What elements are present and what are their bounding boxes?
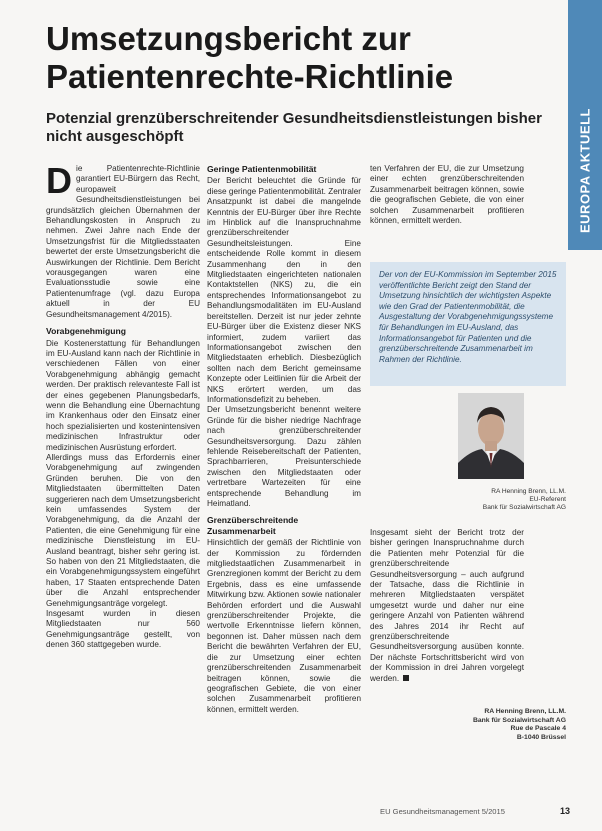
body-paragraph: Der Bericht beleuchtet die Gründe für diese geringe Patientenmobilität. Zentraler Ansatzpunkt ist dabei die mangelnde Kenntnis der EU-Bürger über ihre Rechte im Hinblick auf die Inanspruchnahme grenzüberschreitender Gesundheitsleistungen. Eine entscheidende Rolle kommt in diesem Zusammenhang den in den Mitgliedstaaten eingerichteten nationalen Kontaktstellen (NKS) zu, die ein entsprechendes Informationsangebot zu Behandlungsmodalitäten im EU-Ausland bereitstellen. Derzeit ist nur jeder zehnte EU-Bürger über die Existenz dieser NKS informiert, zudem variiert das Informationsangebot zwischen den Mitgliedstaaten erheblich. Diesbezüglich sollten nach dem Bericht gemeinsame Konzepte oder Leitlinien für die Arbeit der NKS erörtert werden, um das Informationsdefizit zu beheben. [207,176,361,404]
section-heading: Vorabgenehmigung [46,326,127,337]
signature-name: RA Henning Brenn, LL.M. [484,708,566,715]
body-paragraph: Die Kostenerstattung für Behandlungen im EU-Ausland kann nach der Richtlinie in verschiedenen Fällen von einer Vorabgenehmigung abhängig gemacht werden. Der praktisch relevanteste Fall ist der eines gegebenen Planungsbedarfs, wenn die Behandlung eine Übernachtung im Krankenhaus oder den Einsatz einer hoch spezialisierten und kostenintensiven medizinischen Infrastruktur oder medizinischen Ausrüstung erfordert. [46,338,200,452]
article-title: Umsetzungsbericht zur Patientenrechte-Richtlinie [46,20,454,95]
author-caption [400,488,566,513]
author-org: Bank für Sozialwirtschaft AG [482,504,566,512]
signature-office: Rue de Pascale 4 [510,725,566,733]
article-column-1 [46,164,200,789]
body-paragraph: Insgesamt wurden in diesen Mitgliedstaaten nur 560 Genehmigungsanträge gestellt, von denen 360 stattgegeben wurde. [46,609,200,650]
signature-org: Bank für Sozialwirtschaft AG [472,716,566,724]
article-column-3-top [370,164,524,254]
body-paragraph: Hinsichtlich der gemäß der Richtlinie von der Kommission zu fördernden mitgliedstaatlichen Zusammenarbeit in Grenzregionen kommt der Bericht zu dem Ergebnis, dass es eine umfassende Mitwirkung bzw. Aktionen sowie nationaler Behörden erfordert und die Auswahl grenzüberschreitender Projekte, die wertvolle Erkenntnisse liefern können, begonnen ist. Daher müssen nach dem Bericht die bewährten Verfahren der EU, die zur Umsetzung einer echten grenzüberschreitenden Zusammenarbeit beitragen können, sowie die geografischen Gebiete, die von einer solchen Zusammenarbeit profitieren können, ermittelt werden. [207,538,361,714]
article-column-3-bottom [370,528,524,696]
intro-paragraph [46,164,200,320]
end-mark-icon [403,675,409,681]
publication-name: EU Gesundheitsmanagement 5/2015 [380,806,505,816]
section-heading: Geringe Patientenmobilität [207,164,317,174]
body-paragraph: Allerdings muss das Erfordernis einer Vorabgenehmigung auf zwingenden Gründen beruhen. Die von den Mitgliedstaaten übermittelten Daten suggerieren nach dem Umsetzungsbericht kein umfassendes System der Vorabgenehmigung, da die Anzahl der Patienten, die eine Genehmigung für eine medizinische Dienstleistung im EU-Ausland beantragt, bisher sehr gering ist. So haben von den 21 Mitgliedstaaten, die ein Vorabgenehmigungssystem eingeführt haben, 17 Staaten entsprechende Daten über die Anzahl entsprechender Genehmigungsanträge vorgelegt. [46,452,200,608]
page-number: 13 [559,806,570,816]
drop-cap: D [46,164,72,201]
body-paragraph: Der Umsetzungsbericht benennt weitere Gründe für die bisher niedrige Nachfrage nach grenzüberschreitender Gesundheitsversorgung. Dazu zählen fehlende Reisebereitschaft der Patienten, Sprachbarrieren, Preisunterschiede zwischen den Mitgliedstaaten oder vertretbare Wartezeiten für eine entsprechende Behandlung im Heimatland. [207,405,361,508]
author-name: RA Henning Brenn, LL.M. [491,488,566,495]
body-paragraph: ten Verfahren der EU, die zur Umsetzung einer echten grenzüberschreitenden Zusammenarbeit beitragen können, sowie die geografischen Gebiete, die von einer solchen Zusammenarbeit profitieren können, ermittelt werden. [370,164,524,226]
page-footer [380,804,570,818]
body-paragraph [370,528,524,684]
author-signature [410,708,566,742]
highlight-text: Der von der EU-Kommission im September 2015 veröffentlichte Bericht zeigt den Stand der Umsetzung hinsichtlich der wichtigsten Aspekte wie den Grad der Patientenmobilität, die Ausgestaltung der Vorabgenehmigungssysteme für Behandlungen im EU-Ausland, das Informationsangebot für Patienten und die grenzüberschreitende Zusammenarbeit im Rahmen der Richtlinie. [379,270,557,364]
highlight-box [370,262,566,386]
article-subtitle: Potenzial grenzüberschreitender Gesundheitsdienstleistungen bisher nicht ausgeschöpft [46,110,542,145]
section-tab-label: EUROPA AKTUELL [577,108,593,234]
article-column-2 [207,164,361,789]
section-heading: Grenzüberschreitende Zusammenarbeit [207,515,299,536]
author-photo [458,393,524,479]
signature-city: B-1040 Brüssel [516,733,566,741]
intro-text: ie Patientenrechte-Richtlinie garantiert EU-Bürgern das Recht, europaweit Gesundheitsdienstleistungen bei grundsätzlich gleichen Übernahmen der Behandlungskosten in Anspruch zu nehmen. Zwei Jahre nach Ende der Umsetzungsfrist für die Mitgliedsstaaten bewertet der erste Umsetzungsbericht die Auswirkungen der Richtlinie. Dem Bericht vorausgegangen waren eine Evaluationsstudie sowie eine Patientenumfrage (vgl. dazu Europa aktuell in der EU Gesundheitsmanagement 4/2015). [46,164,200,319]
author-role: EU-Referent [529,496,566,504]
closing-text: Insgesamt sieht der Bericht trotz der bisher geringen Inanspruchnahme durch die Patienten mehr Potenzial für die grenzüberschreitende Gesundheitsversorgung – auch aufgrund der Tatsache, dass die Richtlinie in mehreren Mitgliedstaaten verspätet umgesetzt wurde und daher nur eine geringere Anzahl von Patienten während des Jahres 2014 ihr Recht auf grenzüberschreitende Gesundheitsversorgung ausüben konnte. Der nächste Fortschrittsbericht wird von der Kommission in drei Jahren vorgelegt werden. [370,528,524,683]
